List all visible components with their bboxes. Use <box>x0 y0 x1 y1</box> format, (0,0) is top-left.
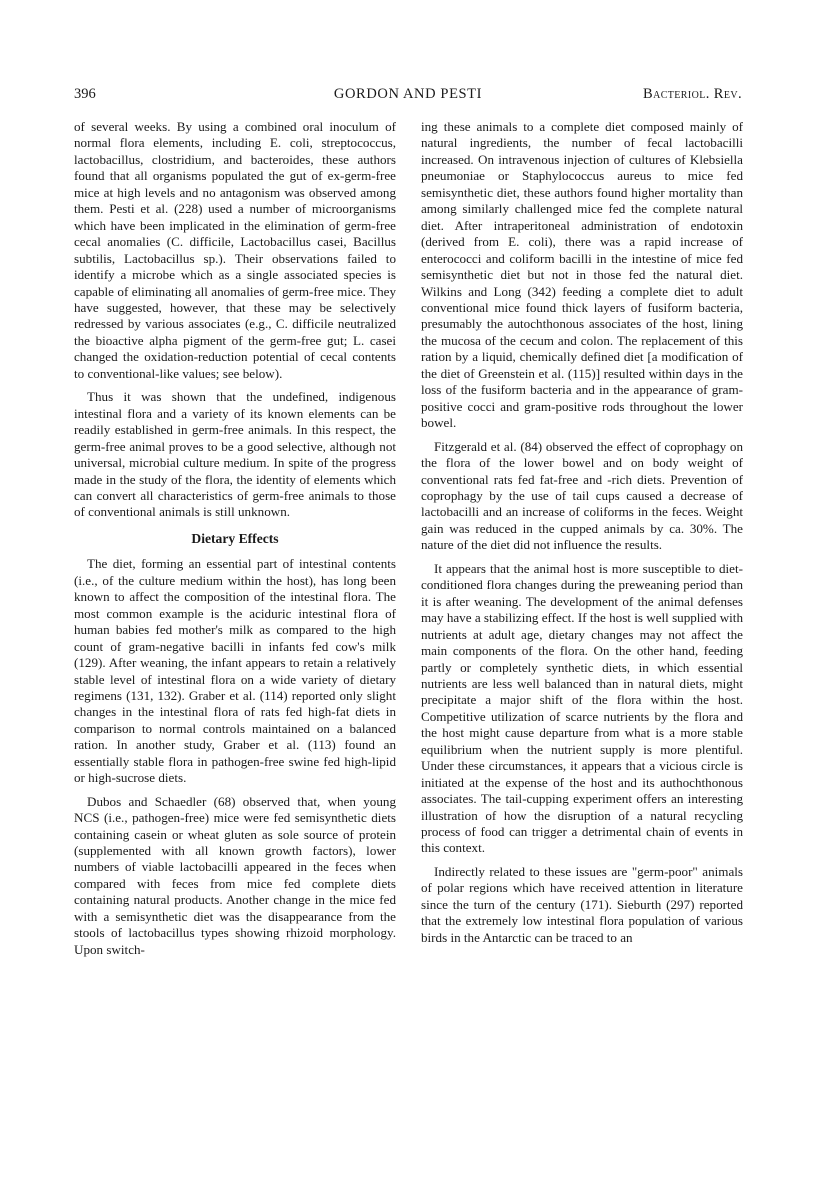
left-column <box>74 119 396 958</box>
right-column <box>421 119 743 946</box>
paragraph: Thus it was shown that the undefined, indigenous intestinal flora and a variety of its known elements can be readily established in germ-free animals. In this respect, the germ-free animal proves to be a good selective, although not universal, microbial culture medium. In spite of the progress made in the study of the flora, the identity of elements which can convert all characteristics of germ-free animals to those of conventional animals is still unknown. <box>74 389 396 520</box>
journal-name: Bacteriol. Rev. <box>643 86 742 102</box>
paragraph: of several weeks. By using a combined oral inoculum of normal flora elements, including E. coli, streptococcus, lactobacillus, clostridium, and bacteroides, these authors found that all organisms populated the gut of ex-germ-free mice at high levels and no antagonism was observed among them. Pesti et al. (228) used a number of microorganisms which have been implicated in the elimination of germ-free cecal anomalies (C. difficile, Lactobacillus casei, Bacillus subtilis, Lactobacillus sp.). Their observations failed to identify a microbe which as a single associated species is capable of eliminating all anomalies of germ-free mice. They have suggested, however, that these may be selectively redressed by various associates (e.g., C. difficile neutralized the bioactive alpha pigment of the germ-free gut; L. casei changed the oxidation-reduction potential of cecal contents to conventional-like values; see below). <box>74 119 396 381</box>
paragraph: It appears that the animal host is more susceptible to diet-conditioned flora changes during the preweaning period than it is after weaning. The development of the animal defenses may have a stabilizing effect. If the host is well supplied with nutrients at adult age, dietary changes may not affect the main components of the flora. On the other hand, feeding partly or completely synthetic diets, in which essential nutrients are less well balanced than in natural diets, might precipitate a major shift of the flora within the host. Competitive utilization of scarce nutrients by the flora and the host might cause departure from what is a more stable equilibrium when the nutrient supply is more plentiful. Under these circumstances, it appears that a vicious circle is initiated at the expense of the host and its authochthonous associates. The tail-cupping experiment offers an interesting illustration of how the disruption of a natural recycling process of food can trigger a detrimental chain of events in this context. <box>421 560 743 856</box>
paragraph: Fitzgerald et al. (84) observed the effect of coprophagy on the flora of the lower bowel and on body weight of conventional rats fed fat-free and -rich diets. Prevention of coprophagy by the use of tail cups caused a decrease of lactobacilli and an increase of coliforms in the feces. Weight gain was reduced in the cupped animals by ca. 30%. The nature of the diet did not influence the results. <box>421 438 743 553</box>
running-header <box>74 86 742 110</box>
paragraph: Indirectly related to these issues are "germ-poor" animals of polar regions which have received attention in literature since the turn of the century (171). Sieburth (297) reported that the extremely low intestinal flora population of various birds in the Antarctic can be traced to an <box>421 863 743 945</box>
section-heading: Dietary Effects <box>191 530 279 546</box>
paragraph: Dubos and Schaedler (68) observed that, when young NCS (i.e., pathogen-free) mice were fed semisynthetic diets containing casein or wheat gluten as sole source of protein (supplemented with all known growth factors), lower numbers of viable lactobacilli appeared in the feces when compared with feces from mice fed complete diets containing natural products. Another change in the mice fed with a semisynthetic diet was the disappearance from the stools of lactobacillus types showing rhizoid morphology. Upon switch- <box>74 793 396 957</box>
paragraph: ing these animals to a complete diet composed mainly of natural ingredients, the number of fecal lactobacilli increased. On intravenous injection of cultures of Klebsiella pneumoniae or Staphylococcus aureus to mice fed semisynthetic diet, these authors found higher mortality than among similarly challenged mice fed the complete natural diet. After intraperitoneal administration of endotoxin (derived from E. coli), there was a rapid increase of enterococci and coliform bacilli in the intestine of mice fed semisynthetic diet but not in those fed the natural diet. Wilkins and Long (342) feeding a complete diet to adult conventional mice found thick layers of fusiform bacteria, presumably the autochthonous associates of the host, lining the mucosa of the cecum and colon. The replacement of this ration by a liquid, chemically defined diet [a modification of the diet of Greenstein et al. (115)] resulted within days in the loss of the fusiform bacteria and in the appearance of gram-positive cocci and gram-positive rods throughout the lower bowel. <box>421 119 743 431</box>
running-title: GORDON AND PESTI <box>333 86 483 102</box>
paragraph: The diet, forming an essential part of intestinal contents (i.e., of the culture medium within the host), has long been known to affect the composition of the intestinal flora. The most common example is the aciduric intestinal flora of human babies fed mother's milk as compared to the high count of gram-negative bacilli in infants fed cow's milk (129). After weaning, the infant appears to retain a relatively stable level of intestinal flora on a wide variety of dietary regimens (131, 132). Graber et al. (114) reported only slight changes in the intestinal flora of rats fed high-fat diets in comparison to normal controls maintained on a balanced ration. In another study, Graber et al. (113) found an essentially stable flora in pathogen-free swine fed high-lipid or high-sucrose diets. <box>74 556 396 786</box>
page-number: 396 <box>74 86 96 102</box>
